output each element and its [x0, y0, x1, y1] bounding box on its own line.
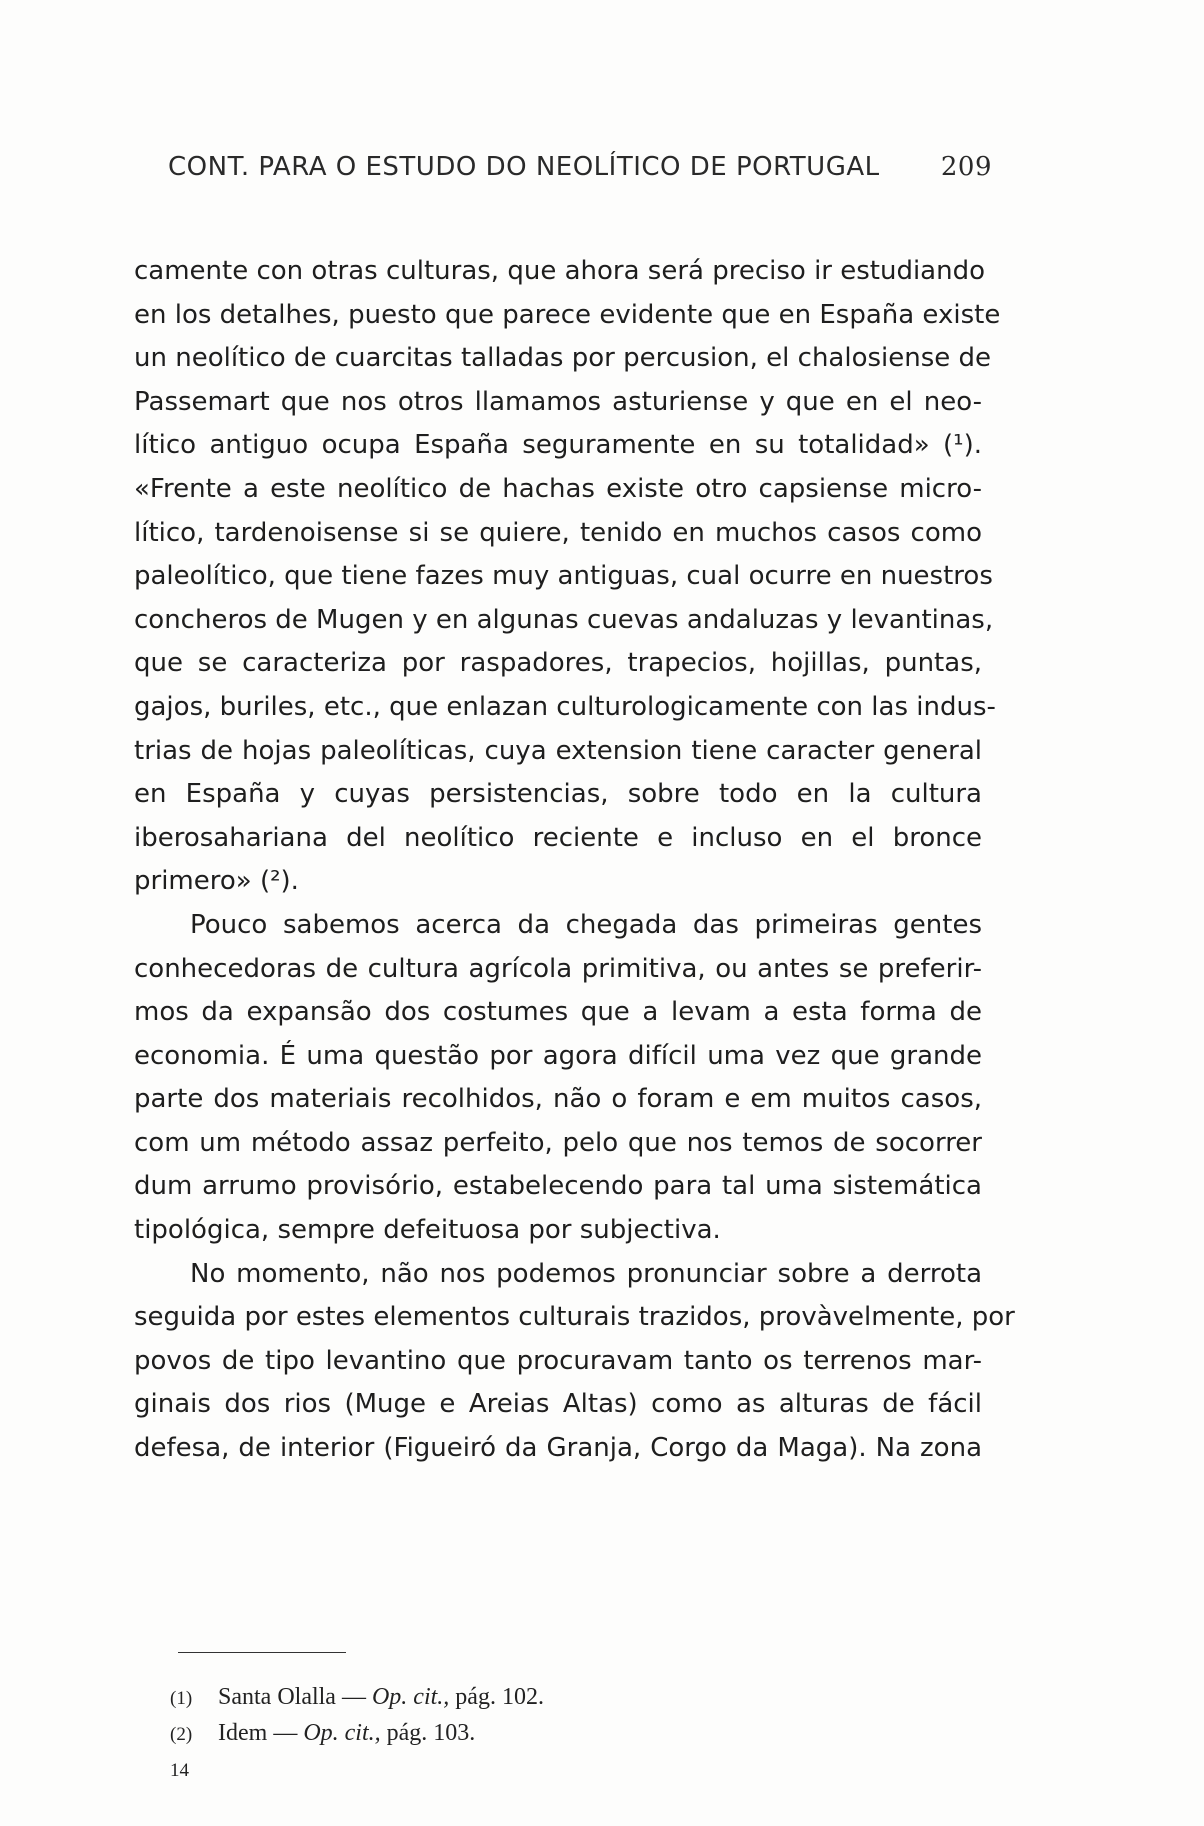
text-line: Passemart que nos otros llamamos asturiense y que en el neo- — [134, 386, 982, 417]
text-line: iberosahariana del neolítico reciente e incluso en el bronce — [134, 822, 982, 853]
text-line: lítico antiguo ocupa España seguramente en su totalidad» (¹). — [134, 430, 982, 461]
text-line: com um método assaz perfeito, pelo que nos temos de socorrer — [134, 1127, 982, 1158]
footnote — [170, 1716, 770, 1752]
footnote-ref: Op. cit., — [371, 1684, 450, 1710]
footnote-mark: (1) — [170, 1688, 193, 1709]
body-text — [134, 250, 1015, 1471]
text-line: tipológica, sempre defeituosa por subjectiva. — [134, 1215, 721, 1246]
text-line: paleolítico, que tiene fazes muy antiguas, cual ocurre en nuestros — [134, 561, 993, 592]
footnote-page: pág. 102. — [455, 1684, 544, 1710]
text-line: defesa, de interior (Figueiró da Granja, Corgo da Maga). Na zona — [134, 1433, 982, 1464]
text-line: un neolítico de cuarcitas talladas por percusion, el chalosiense de — [134, 343, 992, 374]
text-line: povos de tipo levantino que procuravam tanto os terrenos mar- — [134, 1345, 982, 1376]
footnote-author: Idem — — [218, 1720, 298, 1746]
text-line: ginais dos rios (Muge e Areias Altas) como as alturas de fácil — [134, 1389, 982, 1420]
footnote-page: pág. 103. — [386, 1720, 476, 1746]
signature-mark: 14 — [170, 1760, 189, 1781]
footnote-mark: (2) — [170, 1724, 193, 1745]
running-title: CONT. PARA O ESTUDO DO NEOLÍTICO DE PORTUGAL — [168, 152, 880, 182]
text-line: «Frente a este neolítico de hachas existe otro capsiense micro- — [134, 473, 982, 504]
footnote-separator — [178, 1652, 346, 1653]
text-line: en España y cuyas persistencias, sobre todo en la cultura — [134, 779, 982, 810]
running-header — [168, 152, 992, 192]
footnote — [170, 1680, 770, 1716]
text-line: que se caracteriza por raspadores, trapecios, hojillas, puntas, — [134, 648, 982, 679]
text-line: economia. É uma questão por agora difícil uma vez que grande — [134, 1040, 982, 1071]
paragraph-start-line: No momento, não nos podemos pronunciar sobre a derrota — [190, 1258, 982, 1289]
text-line: gajos, buriles, etc., que enlazan culturologicamente con las indus- — [134, 691, 996, 722]
text-line: trias de hojas paleolíticas, cuya extension tiene caracter general — [134, 735, 982, 766]
footnote-author: Santa Olalla — — [218, 1684, 366, 1710]
text-line: seguida por estes elementos culturais trazidos, provàvelmente, por — [134, 1302, 1015, 1333]
text-line: dum arrumo provisório, estabelecendo para tal uma sistemática — [134, 1171, 982, 1202]
text-line: en los detalhes, puesto que parece evidente que en España existe — [134, 299, 1001, 330]
text-line: primero» (²). — [134, 866, 299, 897]
paragraph-start-line: Pouco sabemos acerca da chegada das primeiras gentes — [190, 909, 982, 940]
text-line: camente con otras culturas, que ahora será preciso ir estudiando — [134, 256, 986, 286]
text-line: concheros de Mugen y en algunas cuevas andaluzas y levantinas, — [134, 604, 994, 635]
page-number: 209 — [940, 152, 992, 182]
text-line: conhecedoras de cultura agrícola primitiva, ou antes se preferir- — [134, 953, 982, 984]
text-line: parte dos materiais recolhidos, não o foram e em muitos casos, — [134, 1084, 982, 1115]
footnote-ref: Op. cit., — [303, 1720, 381, 1746]
footnotes — [170, 1680, 770, 1752]
text-line: mos da expansão dos costumes que a levam a esta forma de — [134, 997, 982, 1028]
text-line: lítico, tardenoisense si se quiere, tenido en muchos casos como — [134, 517, 982, 548]
